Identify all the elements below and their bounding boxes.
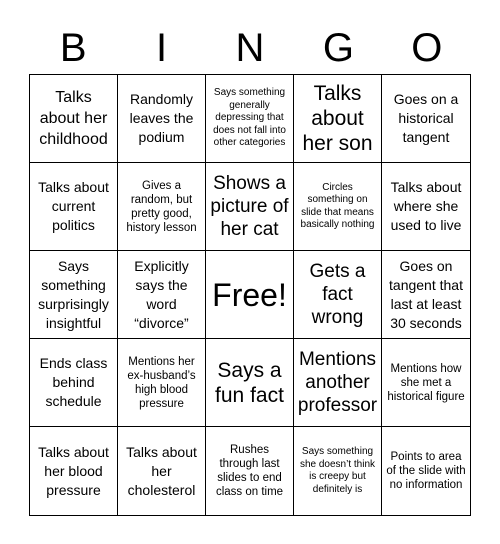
- header-letter-o: O: [411, 26, 443, 70]
- header-letter-b: B: [59, 26, 87, 70]
- header-letter-g: G: [322, 26, 354, 70]
- bingo-cell-r5c2[interactable]: [118, 427, 206, 515]
- bingo-board: [29, 74, 471, 516]
- bingo-cell-r4c3[interactable]: [206, 339, 294, 427]
- bingo-cell-r5c5[interactable]: [382, 427, 470, 515]
- free-space-label: Free!: [212, 276, 287, 313]
- cell-text: Circles something on slide that means basically nothing: [300, 181, 375, 230]
- cell-text: Explicitly says the word “divorce”: [134, 257, 189, 331]
- bingo-cell-r4c4[interactable]: [294, 339, 382, 427]
- header-letter-n: N: [235, 26, 265, 70]
- cell-text: Says a fun fact: [215, 358, 284, 407]
- bingo-cell-r4c2[interactable]: [118, 339, 206, 427]
- bingo-cell-r3c4[interactable]: [294, 251, 382, 339]
- bingo-cell-r4c1[interactable]: [30, 339, 118, 427]
- cell-text: Talks about her son: [302, 82, 373, 155]
- bingo-cell-r2c5[interactable]: [382, 163, 470, 251]
- bingo-header: [29, 22, 471, 74]
- header-letter-i: I: [156, 26, 168, 70]
- bingo-cell-r2c3[interactable]: [206, 163, 294, 251]
- cell-text: Talks about her blood pressure: [38, 443, 109, 498]
- cell-text: Ends class behind schedule: [39, 355, 108, 409]
- cell-text: Talks about where she used to live: [390, 179, 462, 233]
- bingo-cell-r2c1[interactable]: [30, 163, 118, 251]
- cell-text: Says something surprisingly insightful: [38, 257, 109, 331]
- bingo-cell-r3c2[interactable]: [118, 251, 206, 339]
- cell-text: Goes on a historical tangent: [393, 91, 459, 145]
- cell-text: Mentions how she met a historical figure: [387, 362, 465, 403]
- cell-text: Talks about current politics: [38, 179, 109, 233]
- free-space[interactable]: [206, 251, 294, 339]
- bingo-cell-r5c4[interactable]: [294, 427, 382, 515]
- bingo-cell-r1c3[interactable]: [206, 75, 294, 163]
- cell-text: Randomly leaves the podium: [129, 91, 194, 145]
- cell-text: Says something she doesn’t think is creepy but definitely is: [299, 446, 376, 495]
- cell-text: Rushes through last slides to end class on time: [215, 444, 284, 498]
- cell-text: Gives a random, but pretty good, history lesson: [126, 179, 197, 234]
- bingo-cell-r1c5[interactable]: [382, 75, 470, 163]
- bingo-cell-r5c1[interactable]: [30, 427, 118, 515]
- bingo-cell-r4c5[interactable]: [382, 339, 470, 427]
- bingo-cell-r2c4[interactable]: [294, 163, 382, 251]
- cell-text: Goes on tangent that last at least 30 seconds: [389, 257, 463, 331]
- cell-text: Mentions her ex-husband’s high blood pressure: [127, 355, 196, 410]
- bingo-cell-r5c3[interactable]: [206, 427, 294, 515]
- cell-text: Talks about her childhood: [39, 89, 108, 148]
- cell-text: Shows a picture of her cat: [210, 173, 289, 240]
- cell-text: Gets a fact wrong: [309, 261, 366, 328]
- bingo-cell-r3c1[interactable]: [30, 251, 118, 339]
- cell-text: Points to area of the slide with no information: [386, 451, 466, 491]
- bingo-cell-r3c5[interactable]: [382, 251, 470, 339]
- cell-text: Talks about her cholesterol: [126, 443, 197, 498]
- bingo-cell-r1c4[interactable]: [294, 75, 382, 163]
- bingo-cell-r1c1[interactable]: [30, 75, 118, 163]
- cell-text: Says something generally depressing that does not fall into other categories: [213, 87, 286, 149]
- bingo-cell-r2c2[interactable]: [118, 163, 206, 251]
- bingo-cell-r1c2[interactable]: [118, 75, 206, 163]
- cell-text: Mentions another professor: [297, 349, 378, 416]
